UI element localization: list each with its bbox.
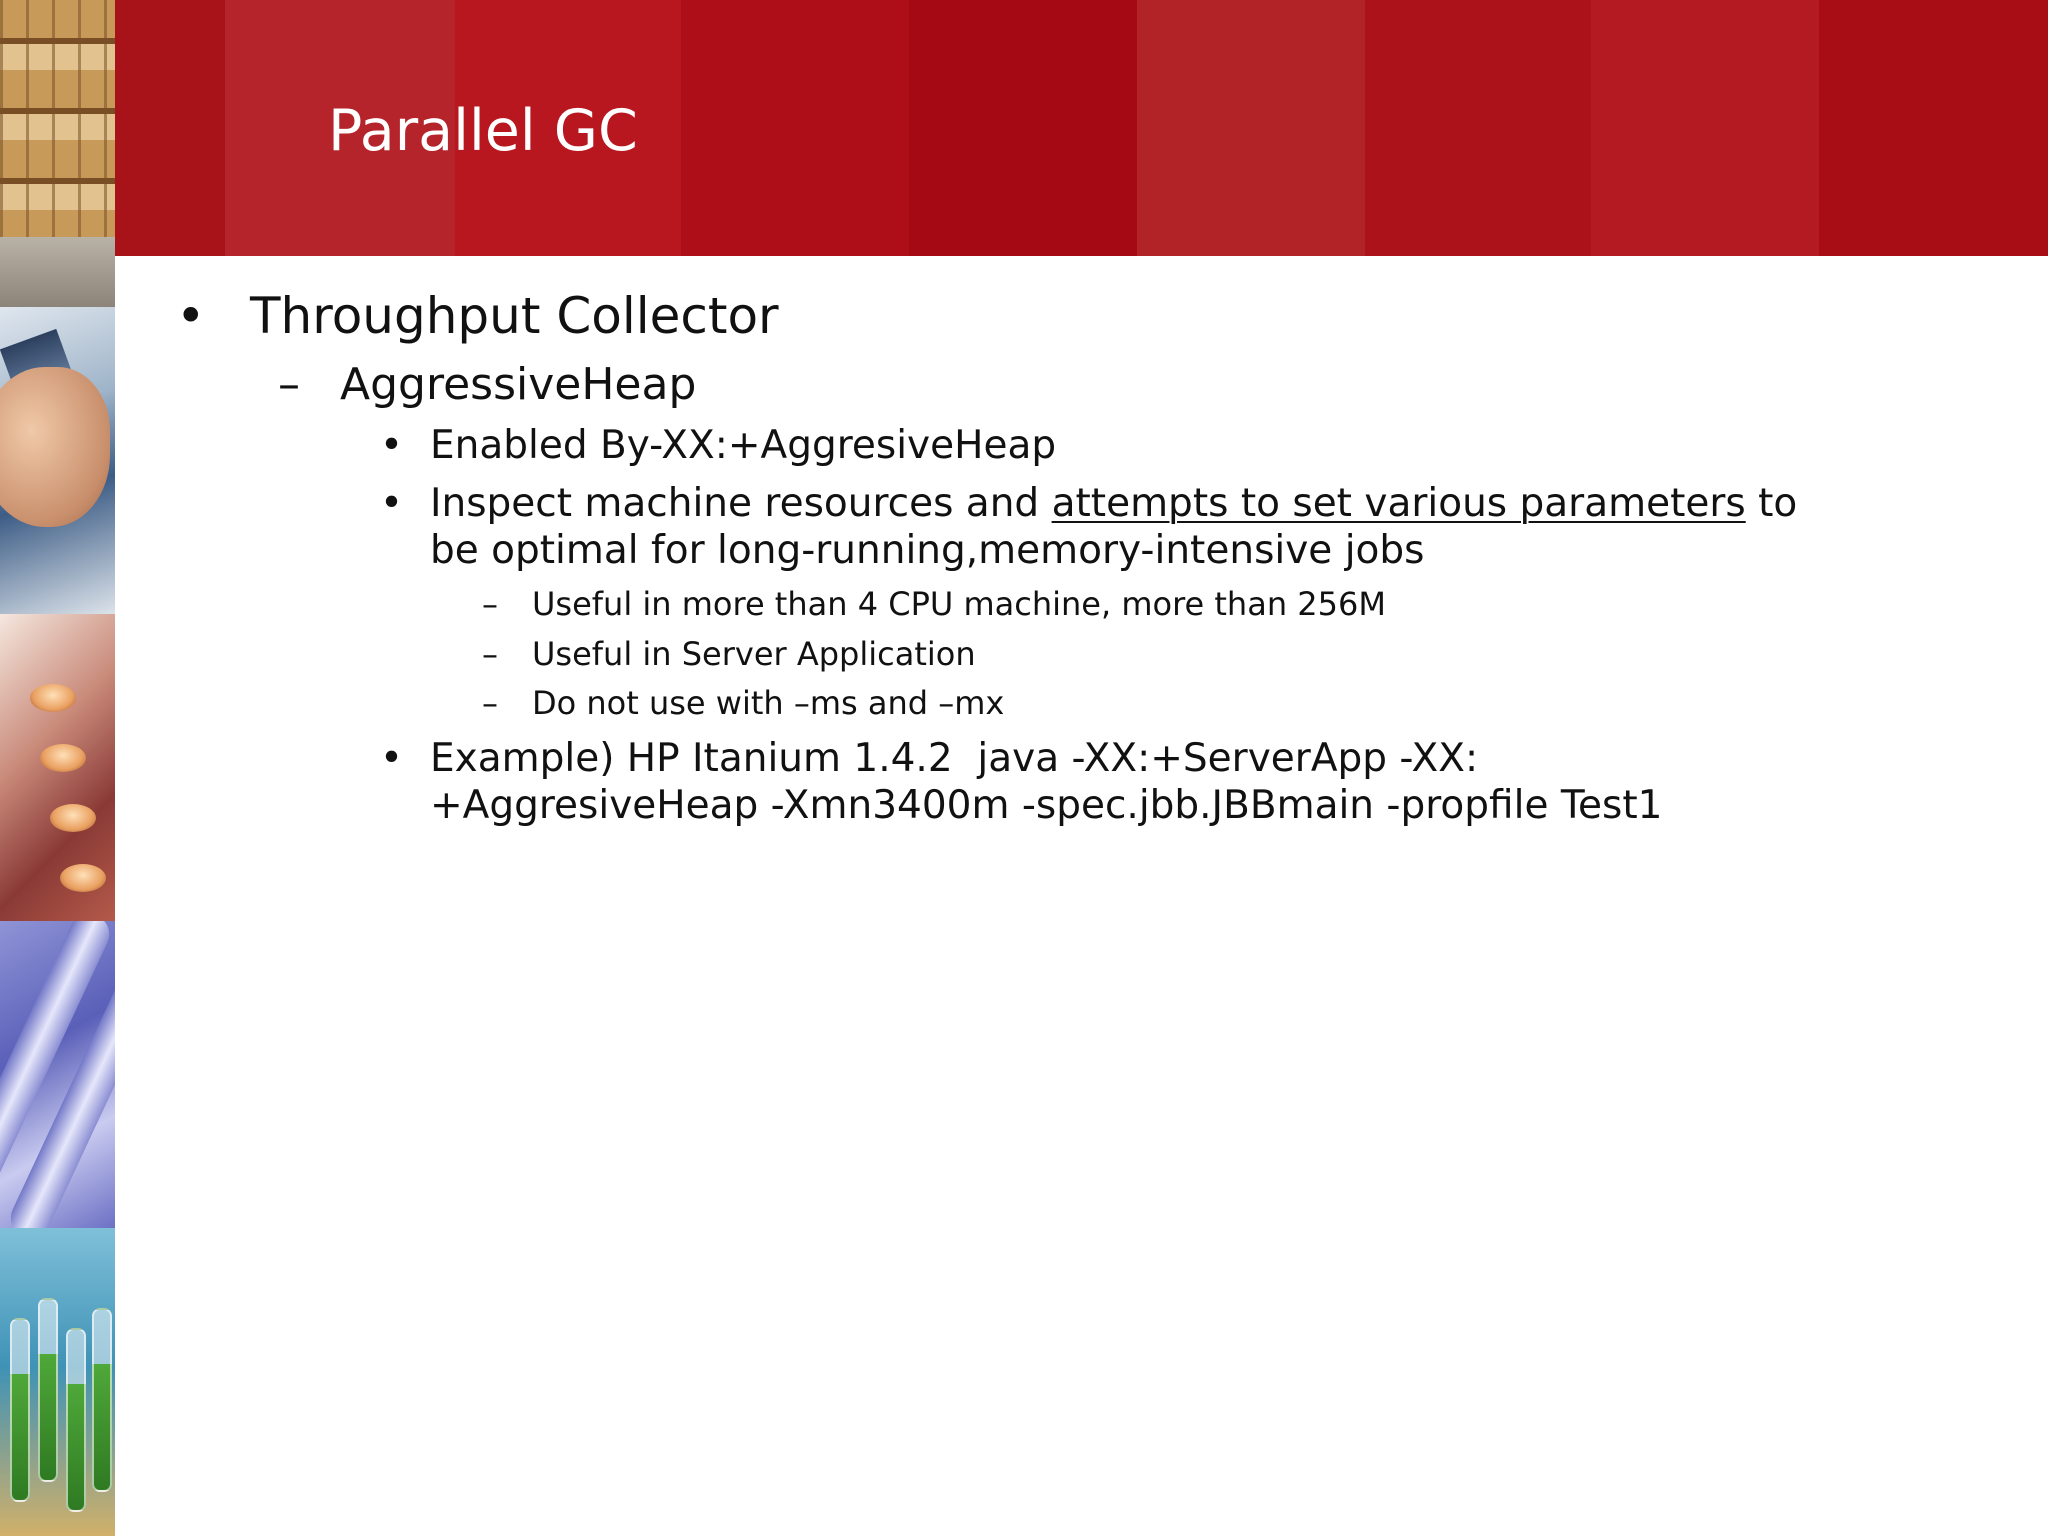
band-segment (1137, 0, 1365, 256)
bullet-icon: • (380, 736, 404, 781)
calculator-key (60, 864, 106, 892)
bullet-icon: • (176, 287, 206, 345)
decorative-photo-strip (0, 0, 115, 1536)
dash-icon: – (482, 635, 498, 673)
underlined-phrase: attempts to set various parameters (1051, 481, 1746, 526)
test-tube (92, 1308, 112, 1492)
list-item-text (430, 480, 1797, 527)
list-item-continuation: be optimal for long-running,memory-intensive jobs (430, 528, 1425, 573)
warehouse-shelves-image (0, 0, 115, 307)
sub-item-text: Do not use with –ms and –mx (532, 684, 1005, 722)
list-item-text-start: Inspect machine resources and (430, 481, 1052, 526)
list-item-text: Enabled By-XX:+AggresiveHeap (430, 423, 1057, 468)
level1-text: Throughput Collector (250, 287, 779, 345)
slide-title: Parallel GC (328, 98, 638, 164)
band-segment (115, 0, 225, 256)
test-tubes-image (0, 1228, 115, 1536)
sub-item-text: Useful in more than 4 CPU machine, more than 256M (532, 585, 1386, 623)
sub-item-text: Useful in Server Application (532, 635, 976, 673)
band-segment (909, 0, 1137, 256)
list-item-text: Example) HP Itanium 1.4.2 java -XX:+ServerApp -XX: (430, 736, 1479, 781)
calculator-keys-image (0, 614, 115, 921)
dash-icon: – (278, 359, 300, 410)
dash-icon: – (482, 585, 498, 623)
calculator-key (40, 744, 86, 772)
pipes-image (0, 921, 115, 1228)
band-segment (1591, 0, 1819, 256)
band-segment (1819, 0, 2048, 256)
calculator-key (30, 684, 76, 712)
list-item-continuation: +AggresiveHeap -Xmn3400m -spec.jbb.JBBmain -propfile Test1 (430, 783, 1663, 828)
test-tube (66, 1328, 86, 1512)
band-segment (1365, 0, 1591, 256)
bullet-icon: • (380, 481, 404, 526)
hands-device-image (0, 307, 115, 614)
title-band (115, 0, 2048, 256)
level2-text: AggressiveHeap (340, 359, 697, 410)
warehouse-floor (0, 237, 115, 307)
list-item-text-end: to (1745, 481, 1798, 526)
hand-shape (0, 367, 110, 527)
band-segment (681, 0, 909, 256)
bullet-icon: • (380, 423, 404, 468)
test-tube (10, 1318, 30, 1502)
test-tube (38, 1298, 58, 1482)
calculator-key (50, 804, 96, 832)
dash-icon: – (482, 684, 498, 722)
